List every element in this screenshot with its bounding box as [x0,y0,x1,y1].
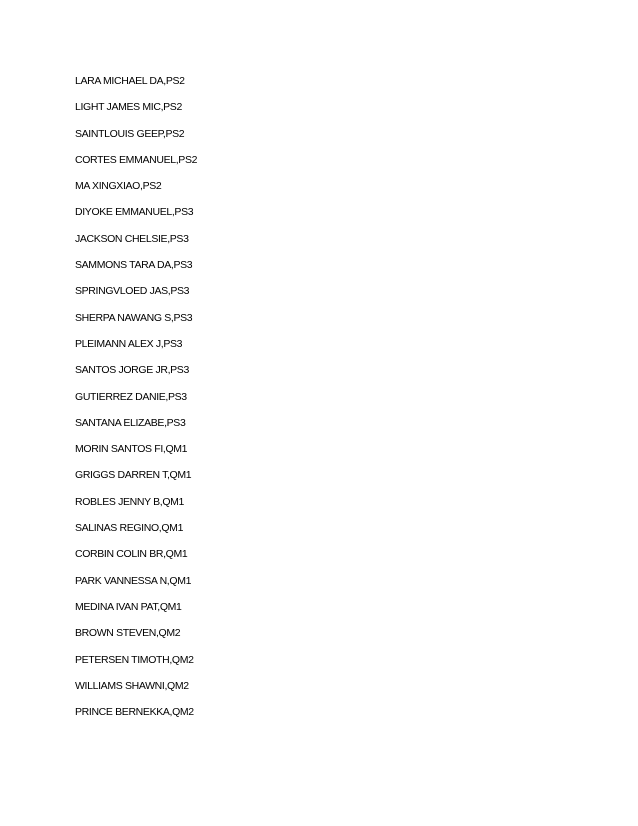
roster-line: BROWN STEVEN,QM2 [75,627,181,640]
roster-line: CORTES EMMANUEL,PS2 [75,153,198,166]
roster-line: CORBIN COLIN BR,QM1 [75,548,188,561]
roster-line: GRIGGS DARREN T,QM1 [75,469,192,482]
roster-line: SAINTLOUIS GEEP,PS2 [75,127,185,140]
roster-line: GUTIERREZ DANIE,PS3 [75,390,187,403]
roster-line: PRINCE BERNEKKA,QM2 [75,706,194,719]
roster-list [75,74,197,731]
roster-line: WILLIAMS SHAWNI,QM2 [75,679,189,692]
roster-line: PLEIMANN ALEX J,PS3 [75,337,183,350]
roster-line: JACKSON CHELSIE,PS3 [75,232,189,245]
roster-line: DIYOKE EMMANUEL,PS3 [75,206,194,219]
roster-line: SAMMONS TARA DA,PS3 [75,259,193,272]
roster-line: SHERPA NAWANG S,PS3 [75,311,193,324]
roster-line: SALINAS REGINO,QM1 [75,522,184,535]
roster-line: ROBLES JENNY B,QM1 [75,495,185,508]
roster-line: SANTANA ELIZABE,PS3 [75,416,186,429]
roster-line: PETERSEN TIMOTH,QM2 [75,653,194,666]
roster-line: LARA MICHAEL DA,PS2 [75,75,185,87]
roster-line: MA XINGXIAO,PS2 [75,180,162,193]
roster-line: SANTOS JORGE JR,PS3 [75,364,189,377]
roster-line: MORIN SANTOS FI,QM1 [75,443,188,456]
roster-line: SPRINGVLOED JAS,PS3 [75,285,190,298]
roster-line: MEDINA IVAN PAT,QM1 [75,600,182,613]
roster-line: PARK VANNESSA N,QM1 [75,574,192,587]
roster-line: LIGHT JAMES MIC,PS2 [75,101,182,114]
